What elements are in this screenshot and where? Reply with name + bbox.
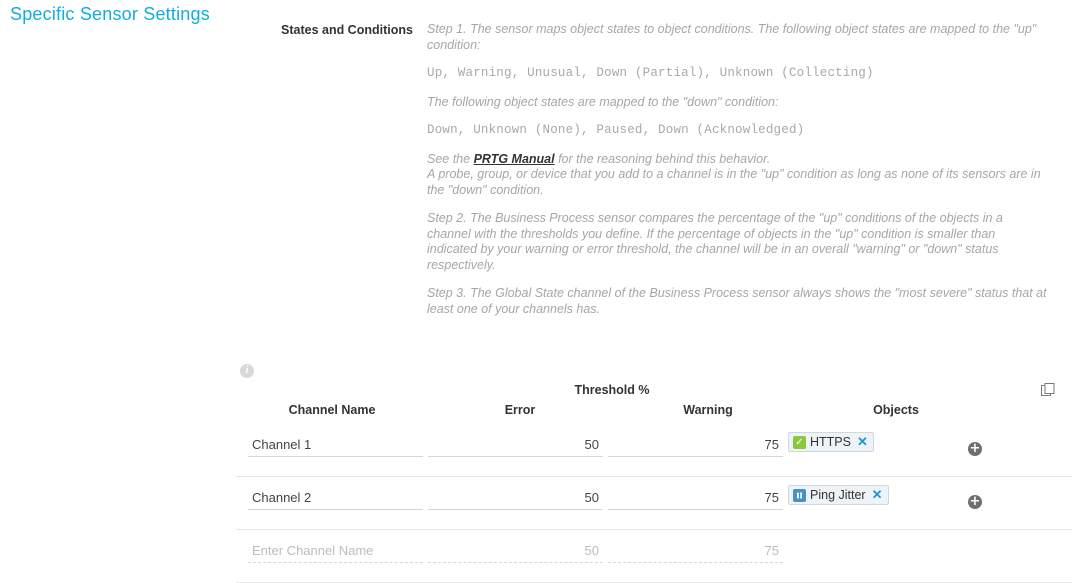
help-step3: Step 3. The Global State channel of the Business Process sensor always shows the "most severe" status that at least one of your channels has. [427,286,1047,316]
table-row [236,530,1072,583]
page-title: Specific Sensor Settings [10,4,210,24]
check-icon: ✓ [793,436,806,449]
help-down-intro: The following object states are mapped to the "down" condition: [427,94,779,109]
remove-object-icon[interactable]: ✕ [871,487,883,502]
channel-name-input[interactable] [248,434,423,457]
column-header-error: Error [504,403,536,417]
section-label-states-and-conditions: States and Conditions [281,23,413,37]
table-row [236,477,1072,530]
help-manual-suffix: for the reasoning behind this behavior. [554,151,771,166]
error-threshold-input[interactable] [428,487,603,510]
prtg-manual-link[interactable]: PRTG Manual [473,151,555,166]
add-object-button[interactable]: + [969,441,981,456]
object-tag[interactable] [788,485,889,505]
remove-object-icon[interactable]: ✕ [856,434,868,449]
column-header-channel-name: Channel Name [288,403,376,417]
help-manual-note: A probe, group, or device that you add to a channel is in the "up" condition as long as none of its sensors are in the "down" condition. [427,167,1041,197]
pause-icon [793,489,806,502]
column-header-threshold-group: Threshold % [574,383,650,397]
channels-table [236,378,1072,583]
column-header-warning: Warning [683,403,733,417]
column-header-objects: Objects [873,403,919,417]
object-tag-label: HTTPS [810,435,851,449]
add-object-button[interactable]: + [969,494,981,509]
help-manual-line [427,152,1047,168]
help-step1-intro: Step 1. The sensor maps object states to object conditions. The following object states are mapped to the "up" condition: [427,22,1037,52]
object-tag-label: Ping Jitter [810,488,866,502]
error-threshold-input[interactable] [428,434,603,457]
table-header-row [236,378,1072,424]
states-and-conditions-help [427,22,1047,330]
new-error-threshold-input[interactable] [428,540,603,563]
table-row [236,424,1072,477]
channel-name-input[interactable] [248,487,423,510]
warning-threshold-input[interactable] [608,434,783,457]
object-tag[interactable] [788,432,874,452]
new-warning-threshold-input[interactable] [608,540,783,563]
help-step2: Step 2. The Business Process sensor compares the percentage of the "up" conditions of the objects in a channel with the thresholds you define. If the percentage of objects in the "up" condition is smaller than indicated by your warning or error threshold, the channel will be in an overall "warning" or "down" status respectively. [427,211,1003,272]
new-channel-name-input[interactable] [248,540,423,563]
warning-threshold-input[interactable] [608,487,783,510]
help-down-states: Down, Unknown (None), Paused, Down (Acknowledged) [427,123,805,137]
objects-cell [788,432,978,452]
help-up-states: Up, Warning, Unusual, Down (Partial), Unknown (Collecting) [427,66,874,80]
objects-cell [788,485,978,505]
info-icon[interactable]: i [240,364,254,378]
help-manual-prefix: See the [427,151,474,166]
